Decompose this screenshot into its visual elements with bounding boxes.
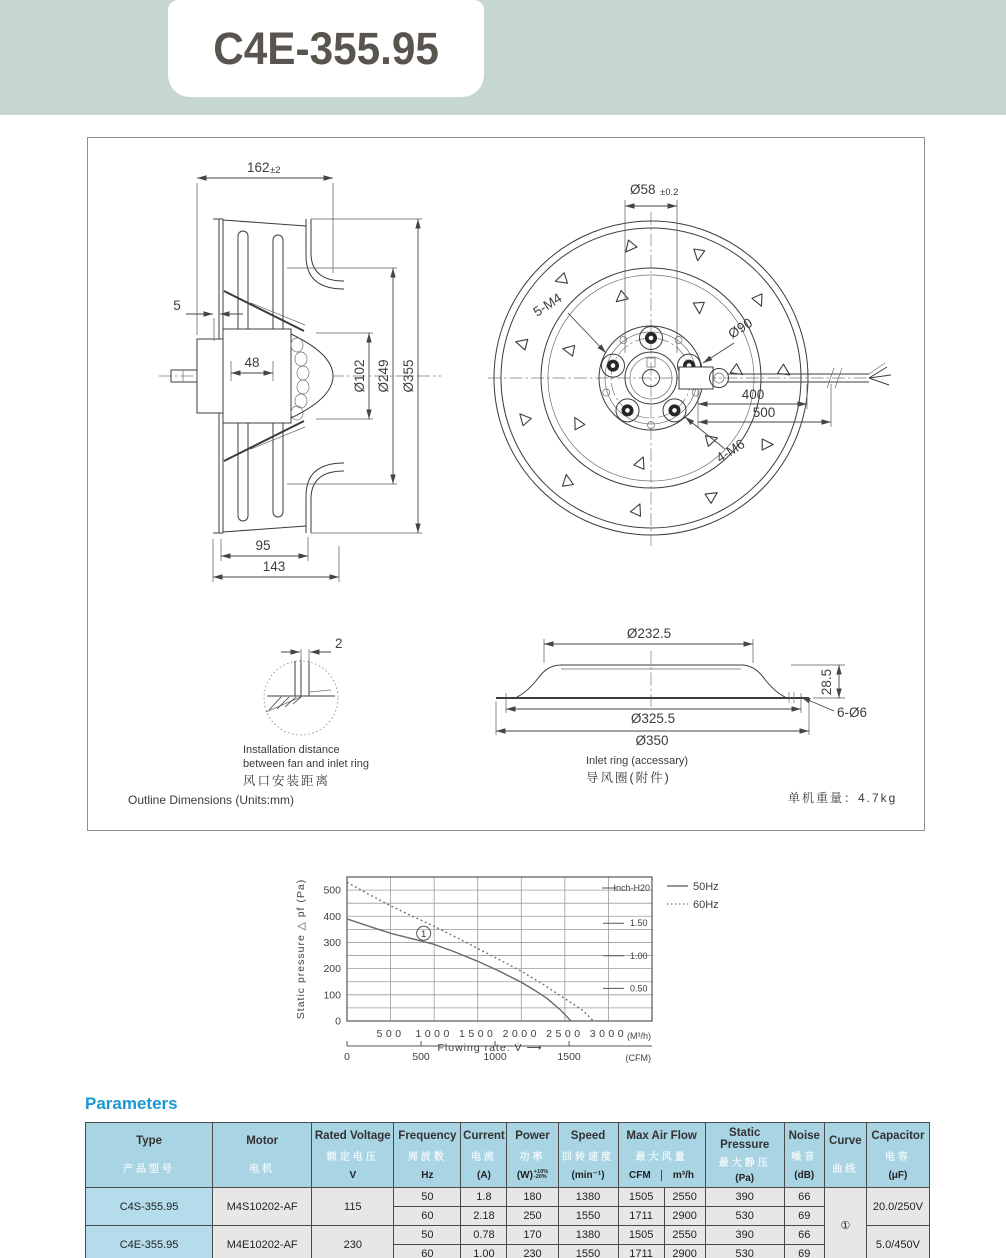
dim-motor-length: 48 (244, 355, 260, 370)
svg-text:1.50: 1.50 (630, 918, 648, 929)
dim-shaft-tol: ±0.2 (660, 187, 679, 198)
dim-w143: 143 (262, 559, 286, 574)
svg-text:500: 500 (323, 884, 341, 897)
cell-pa: 530 (705, 1207, 784, 1226)
cell-current: 1.00 (461, 1245, 507, 1258)
chart-x-axis-label: Flowing rate: V̇ ⟶ (437, 1042, 543, 1054)
cell-pa: 390 (705, 1188, 784, 1207)
unit-weight-note: 单机重量：4.7kg (788, 791, 898, 805)
inlet-caption-en: Inlet ring (accessary) (586, 755, 689, 767)
detail-caption-line1: Installation distance (243, 744, 340, 756)
dim-depth-tol: ±2 (270, 165, 281, 176)
cell-motor: M4S10202-AF (213, 1188, 312, 1226)
inlet-ring-view (496, 626, 867, 785)
cell-pa: 530 (705, 1245, 784, 1258)
cell-db: 69 (784, 1207, 824, 1226)
svg-text:1.00: 1.00 (630, 950, 648, 961)
dim-l400: 400 (741, 387, 765, 402)
cell-m3h: 2900 (664, 1245, 705, 1258)
cell-db: 69 (784, 1245, 824, 1258)
cell-freq: 60 (394, 1207, 461, 1226)
col-voltage: Rated Voltage 额定电压 V (312, 1123, 394, 1188)
cell-cfm: 1711 (618, 1245, 664, 1258)
cell-m3h: 2550 (664, 1188, 705, 1207)
side-view (159, 160, 441, 582)
svg-text:500: 500 (376, 1028, 405, 1040)
svg-text:1000: 1000 (415, 1028, 453, 1040)
header-band (0, 0, 1006, 115)
cell-capacitor: 5.0/450V (866, 1226, 929, 1258)
chart-x-unit-m3h: (M³/h) (627, 1031, 651, 1041)
dim-l500: 500 (752, 405, 776, 420)
svg-text:200: 200 (323, 963, 341, 976)
cell-cfm: 1711 (618, 1207, 664, 1226)
installation-detail-view (243, 636, 369, 788)
svg-text:1500: 1500 (459, 1028, 497, 1040)
cell-db: 66 (784, 1226, 824, 1245)
dim-shaft: Ø58 (630, 182, 656, 197)
svg-text:500: 500 (412, 1051, 430, 1063)
col-static-pressure: Static Pressure 最大静压 (Pa) (705, 1123, 784, 1188)
col-current: Current 电流 (A) (461, 1123, 507, 1188)
inch-h2o-label: Inch-H20 (613, 883, 650, 893)
label-d90: Ø90 (725, 315, 756, 342)
svg-text:2000: 2000 (502, 1028, 540, 1040)
svg-text:100: 100 (323, 989, 341, 1002)
chart-x-unit-cfm: (CFM) (625, 1053, 651, 1063)
parameters-section (85, 1093, 930, 1258)
cell-freq: 60 (394, 1245, 461, 1258)
col-max-airflow: Max Air Flow 最大风量 CFM m³/h (618, 1123, 705, 1188)
cell-power: 180 (507, 1188, 558, 1207)
svg-text:3000: 3000 (589, 1028, 628, 1040)
dim-install-gap: 2 (335, 636, 343, 651)
svg-text:1500: 1500 (557, 1051, 581, 1063)
model-title-box (168, 0, 484, 97)
table-row (86, 1226, 930, 1245)
dim-d3255: Ø325.5 (630, 711, 676, 726)
svg-text:1000: 1000 (483, 1051, 507, 1063)
cell-m3h: 2900 (664, 1207, 705, 1226)
cell-freq: 50 (394, 1226, 461, 1245)
dim-w95: 95 (255, 538, 271, 553)
dim-offset: 5 (173, 298, 181, 313)
svg-text:1: 1 (421, 928, 427, 940)
svg-text:0: 0 (344, 1051, 350, 1063)
svg-text:0.50: 0.50 (630, 983, 648, 994)
col-type: Type 产品型号 (86, 1123, 213, 1188)
performance-chart (290, 855, 1006, 1090)
cell-type: C4S-355.95 (86, 1188, 213, 1226)
svg-text:400: 400 (323, 910, 341, 923)
cell-speed: 1380 (558, 1226, 618, 1245)
table-header-row (86, 1123, 930, 1188)
dim-d2325: Ø232.5 (626, 626, 672, 641)
col-motor: Motor 电机 (213, 1123, 312, 1188)
cell-curve: ① (824, 1188, 866, 1258)
chart-y-axis-label: Static pressure △ pf (Pa) (295, 878, 307, 1020)
dim-d355: Ø355 (401, 359, 416, 393)
col-speed: Speed 回转速度 (min⁻¹) (558, 1123, 618, 1188)
dim-depth: 162 (247, 160, 270, 175)
label-4-M6: 4-M6 (713, 436, 748, 466)
svg-text:0: 0 (335, 1015, 341, 1028)
inlet-caption-cn: 导风圈(附件) (586, 771, 671, 785)
outline-drawing (87, 137, 925, 831)
table-row (86, 1188, 930, 1207)
cell-voltage: 115 (312, 1188, 394, 1226)
dim-d249: Ø249 (376, 359, 391, 393)
cell-freq: 50 (394, 1188, 461, 1207)
cell-speed: 1550 (558, 1207, 618, 1226)
chart-grid (347, 877, 652, 1021)
cell-voltage: 230 (312, 1226, 394, 1258)
cell-m3h: 2550 (664, 1226, 705, 1245)
cell-power: 170 (507, 1226, 558, 1245)
col-capacitor: Capacitor 电容 (μF) (866, 1123, 929, 1188)
parameters-table (85, 1122, 930, 1258)
front-view (488, 182, 891, 546)
cell-db: 66 (784, 1188, 824, 1207)
dim-h285: 28.5 (819, 668, 834, 696)
chart-ticks (323, 885, 652, 1063)
detail-caption-line2: between fan and inlet ring (243, 758, 369, 770)
cell-current: 1.8 (461, 1188, 507, 1207)
cell-speed: 1380 (558, 1188, 618, 1207)
cell-power: 250 (507, 1207, 558, 1226)
cell-cfm: 1505 (618, 1226, 664, 1245)
label-6-d6: 6-Ø6 (837, 705, 868, 720)
cell-cfm: 1505 (618, 1188, 664, 1207)
col-curve: Curve 曲线 (824, 1123, 866, 1188)
label-5-M4: 5-M4 (530, 290, 565, 320)
cell-capacitor: 20.0/250V (866, 1188, 929, 1226)
cell-current: 0.78 (461, 1226, 507, 1245)
outline-caption: Outline Dimensions (Units:mm) (128, 793, 295, 807)
cell-type: C4E-355.95 (86, 1226, 213, 1258)
cell-power: 230 (507, 1245, 558, 1258)
col-power: Power 功率 (W) +10% -20% (507, 1123, 558, 1188)
cell-pa: 390 (705, 1226, 784, 1245)
dim-d350: Ø350 (635, 733, 669, 748)
parameters-title: Parameters (85, 1094, 178, 1113)
cell-motor: M4E10202-AF (213, 1226, 312, 1258)
col-noise: Noise 噪音 (dB) (784, 1123, 824, 1188)
col-frequency: Frequency 周波数 Hz (394, 1123, 461, 1188)
detail-caption-cn: 风口安装距离 (243, 774, 331, 788)
cell-speed: 1550 (558, 1245, 618, 1258)
model-title: C4E-355.95 (213, 22, 439, 74)
dim-d102: Ø102 (352, 359, 367, 393)
cell-current: 2.18 (461, 1207, 507, 1226)
legend-50hz-label: 50Hz (693, 881, 719, 893)
legend-60hz-label: 60Hz (693, 899, 719, 911)
svg-text:2500: 2500 (546, 1028, 584, 1040)
svg-text:300: 300 (323, 936, 341, 949)
